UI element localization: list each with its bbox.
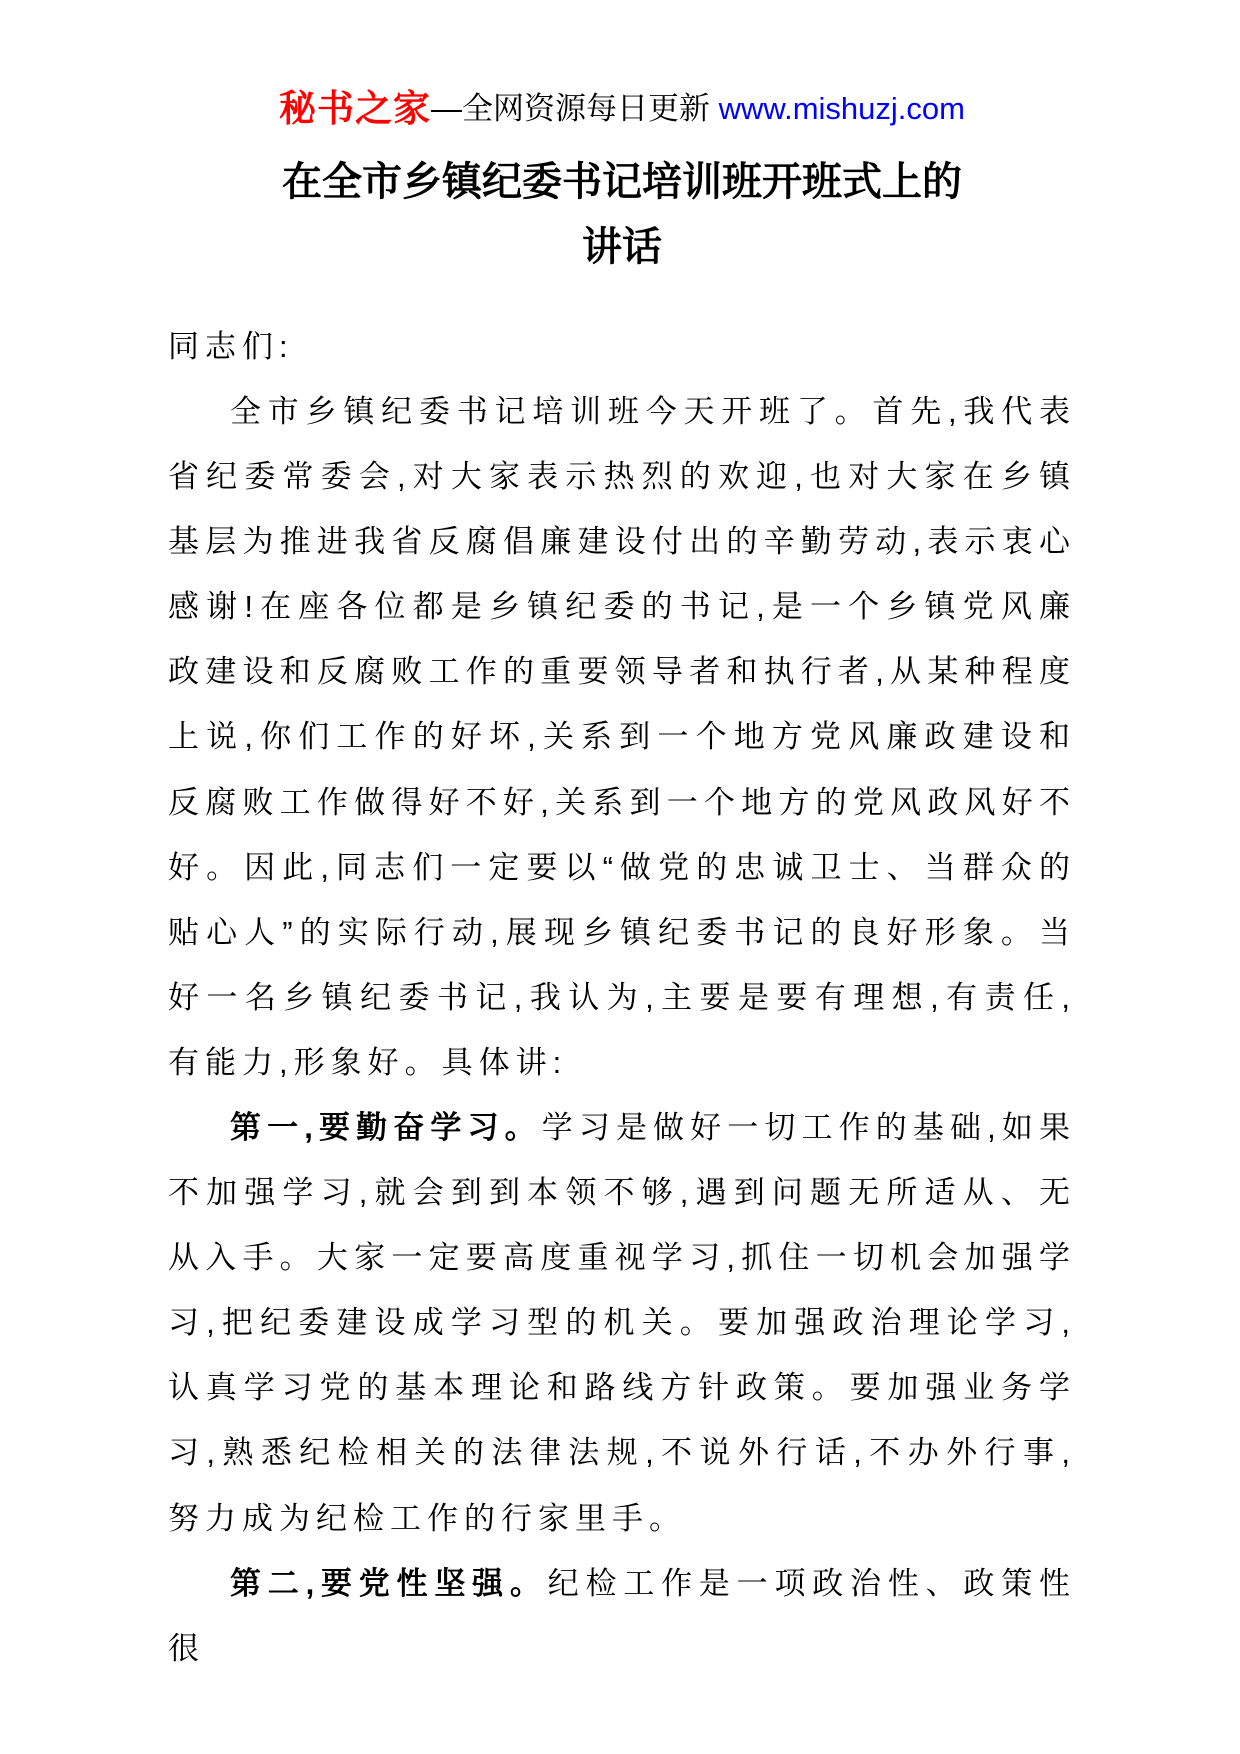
paragraph-first-point — [168, 1095, 1076, 1551]
site-brand: 秘书之家 — [279, 88, 432, 129]
paragraph-intro: 全市乡镇纪委书记培训班今天开班了。首先,我代表省纪委常委会,对大家表示热烈的欢迎,也对大家在乡镇基层为推进我省反腐倡廉建设付出的辛勤劳动,表示衷心感谢!在座各位都是乡镇纪委的书记,是一个乡镇党风廉政建设和反腐败工作的重要领导者和执行者,从某种程度上说,你们工作的好坏,关系到一个地方党风廉政建设和反腐败工作做得好不好,关系到一个地方的党风政风好不好。因此,同志们一定要以“做党的忠诚卫士、当群众的贴心人”的实际行动,展现乡镇纪委书记的良好形象。当好一名乡镇纪委书记,我认为,主要是要有理想,有责任,有能力,形象好。具体讲: — [168, 393, 1076, 1080]
site-url-link[interactable]: www.mishuzj.com — [718, 91, 965, 126]
site-tagline: —全网资源每日更新 — [431, 91, 719, 126]
paragraph-second-point — [168, 1551, 1076, 1681]
salutation: 同志们: — [168, 328, 294, 364]
first-point-text: 学习是做好一切工作的基础,如果不加强学习,就会到到本领不够,遇到问题无所适从、无从入手。大家一定要高度重视学习,抓住一切机会加强学习,把纪委建设成学习型的机关。要加强政治理论学习,认真学习党的基本理论和路线方针政策。要加强业务学习,熟悉纪检相关的法律法规,不说外行话,不办外行事,努力成为纪检工作的行家里手。 — [168, 1109, 1076, 1536]
second-point-lead: 第二,要党性坚强。 — [230, 1565, 548, 1601]
document-title: 在全市乡镇纪委书记培训班开班式上的讲话 — [282, 160, 962, 270]
site-header — [168, 86, 1076, 132]
document-body — [168, 314, 1076, 1681]
second-point-text: 纪检工作是一项政治性、政策性很 — [168, 1565, 1076, 1666]
first-point-lead: 第一,要勤奋学习。 — [230, 1109, 542, 1145]
